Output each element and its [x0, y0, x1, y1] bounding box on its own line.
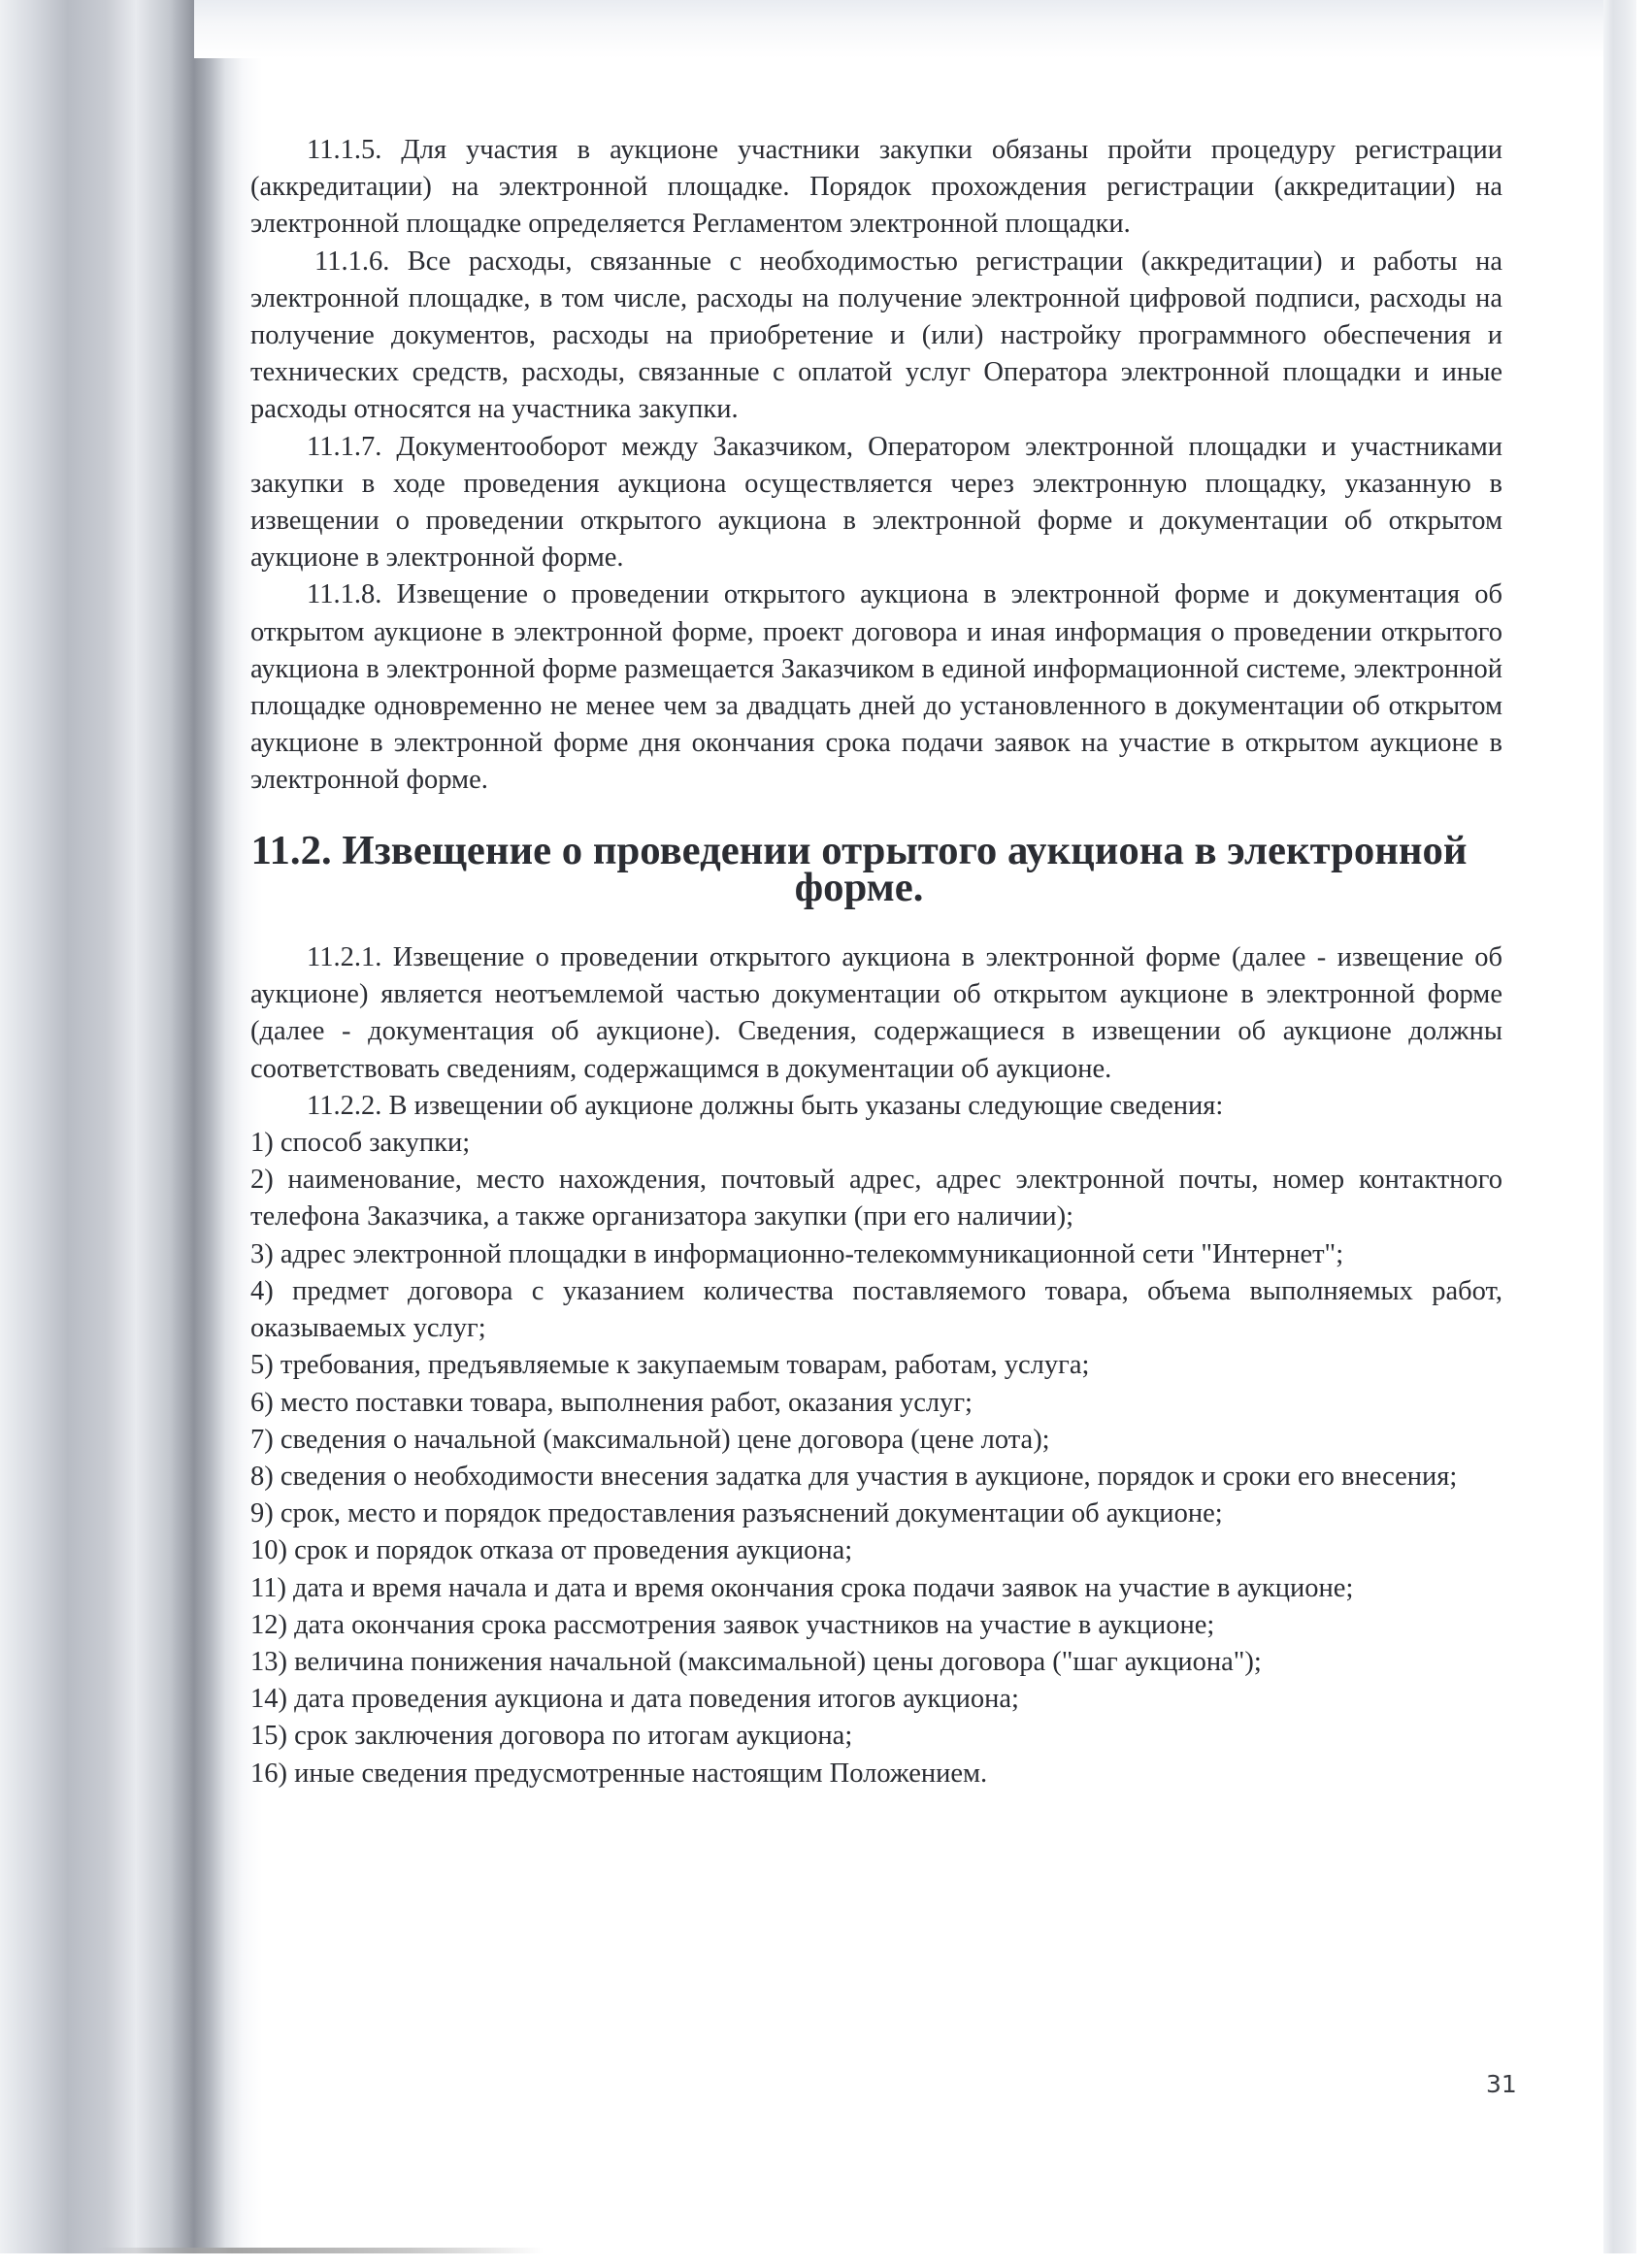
paragraph-11-2-1: 11.2.1. Извещение о проведении открытого аукциона в электронной форме (далее - извещение об аукционе) является неотъемлемой частью документации об открытом аукционе в электронной форме (далее - документация об аукционе). Сведения, содержащиеся в извещении об аукционе должны соответствовать сведениям, содержащимся в документации об аукционе.: [250, 942, 1502, 1084]
list-item: 10) срок и порядок отказа от проведения аукциона;: [250, 1535, 853, 1566]
list-item: 14) дата проведения аукциона и дата поведения итогов аукциона;: [250, 1684, 1019, 1715]
page-number: 31: [1486, 2070, 1517, 2098]
list-item: 7) сведения о начальной (максимальной) цене договора (цене лота);: [250, 1424, 1050, 1455]
list-item: 3) адрес электронной площадки в информационно-телекоммуникационной сети "Интернет";: [250, 1238, 1344, 1269]
paragraph-11-2-2: 11.2.2. В извещении об аукционе должны быть указаны следующие сведения:: [307, 1090, 1224, 1121]
list-item: 12) дата окончания срока рассмотрения заявок участников на участие в аукционе;: [250, 1609, 1215, 1640]
paragraph-11-1-8: 11.1.8. Извещение о проведении открытого аукциона в электронной форме и документация об открытом аукционе в электронной форме, проект договора и иная информация о проведении открытого аукциона в электронной форме размещается Заказчиком в единой информационной системе, электронной площадке одновременно не менее чем за двадцать дней до установленного в документации об открытом аукционе в электронной форме дня окончания срока подачи заявок на участие в открытом аукционе в электронной форме.: [250, 579, 1502, 796]
list-item: 9) срок, место и порядок предоставления разъяснений документации об аукционе;: [250, 1498, 1223, 1529]
list-item: 13) величина понижения начальной (максимальной) цены договора ("шаг аукциона");: [250, 1646, 1262, 1677]
paragraph-11-1-5: 11.1.5. Для участия в аукционе участники закупки обязаны пройти процедуру регистрации (аккредитации) на электронной площадке. Порядок прохождения регистрации (аккредитации) на электронной площадке определяется Регламентом электронной площадки.: [250, 135, 1502, 240]
document-page: [250, 132, 1502, 1792]
paragraph-11-1-7: 11.1.7. Документооборот между Заказчиком, Оператором электронной площадки и участниками закупки в ходе проведения аукциона осуществляется через электронную площадку, указанную в извещении о проведении открытого аукциона в электронной форме и документации об открытом аукционе в электронной форме.: [250, 431, 1502, 574]
list-item: 15) срок заключения договора по итогам аукциона;: [250, 1721, 853, 1752]
scan-bottom-edge: [97, 2248, 544, 2253]
list-item: 6) место поставки товара, выполнения работ, оказания услуг;: [250, 1387, 973, 1418]
scan-top-shadow: [194, 0, 1611, 58]
paragraph-11-1-6: 11.1.6. Все расходы, связанные с необходимостью регистрации (аккредитации) и работы на электронной площадке, в том числе, расходы на получение электронной цифровой подписи, расходы на получение документов, расходы на приобретение и (или) настройку программного обеспечения и технических средств, расходы, связанные с оплатой услуг Оператора электронной площадки и иные расходы относятся на участника закупки.: [250, 246, 1502, 425]
list-item: 5) требования, предъявляемые к закупаемым товарам, работам, услуга;: [250, 1350, 1090, 1381]
list-item: 16) иные сведения предусмотренные настоящим Положением.: [250, 1758, 988, 1789]
list-item: 2) наименование, место нахождения, почтовый адрес, адрес электронной почты, номер контактного телефона Заказчика, а также организатора закупки (при его наличии);: [250, 1165, 1502, 1233]
section-heading: 11.2. Извещение о проведении отрытого аукциона в электронной форме.: [250, 827, 1468, 910]
scan-right-edge: [1603, 0, 1636, 2253]
list-item: 8) сведения о необходимости внесения задатка для участия в аукционе, порядок и сроки его внесения;: [250, 1461, 1458, 1492]
requirements-list: [250, 1125, 1502, 1792]
list-item: 1) способ закупки;: [250, 1128, 471, 1159]
list-item: 4) предмет договора с указанием количества поставляемого товара, объема выполняемых работ, оказываемых услуг;: [250, 1275, 1502, 1344]
list-item: 11) дата и время начала и дата и время окончания срока подачи заявок на участие в аукционе;: [250, 1572, 1354, 1603]
